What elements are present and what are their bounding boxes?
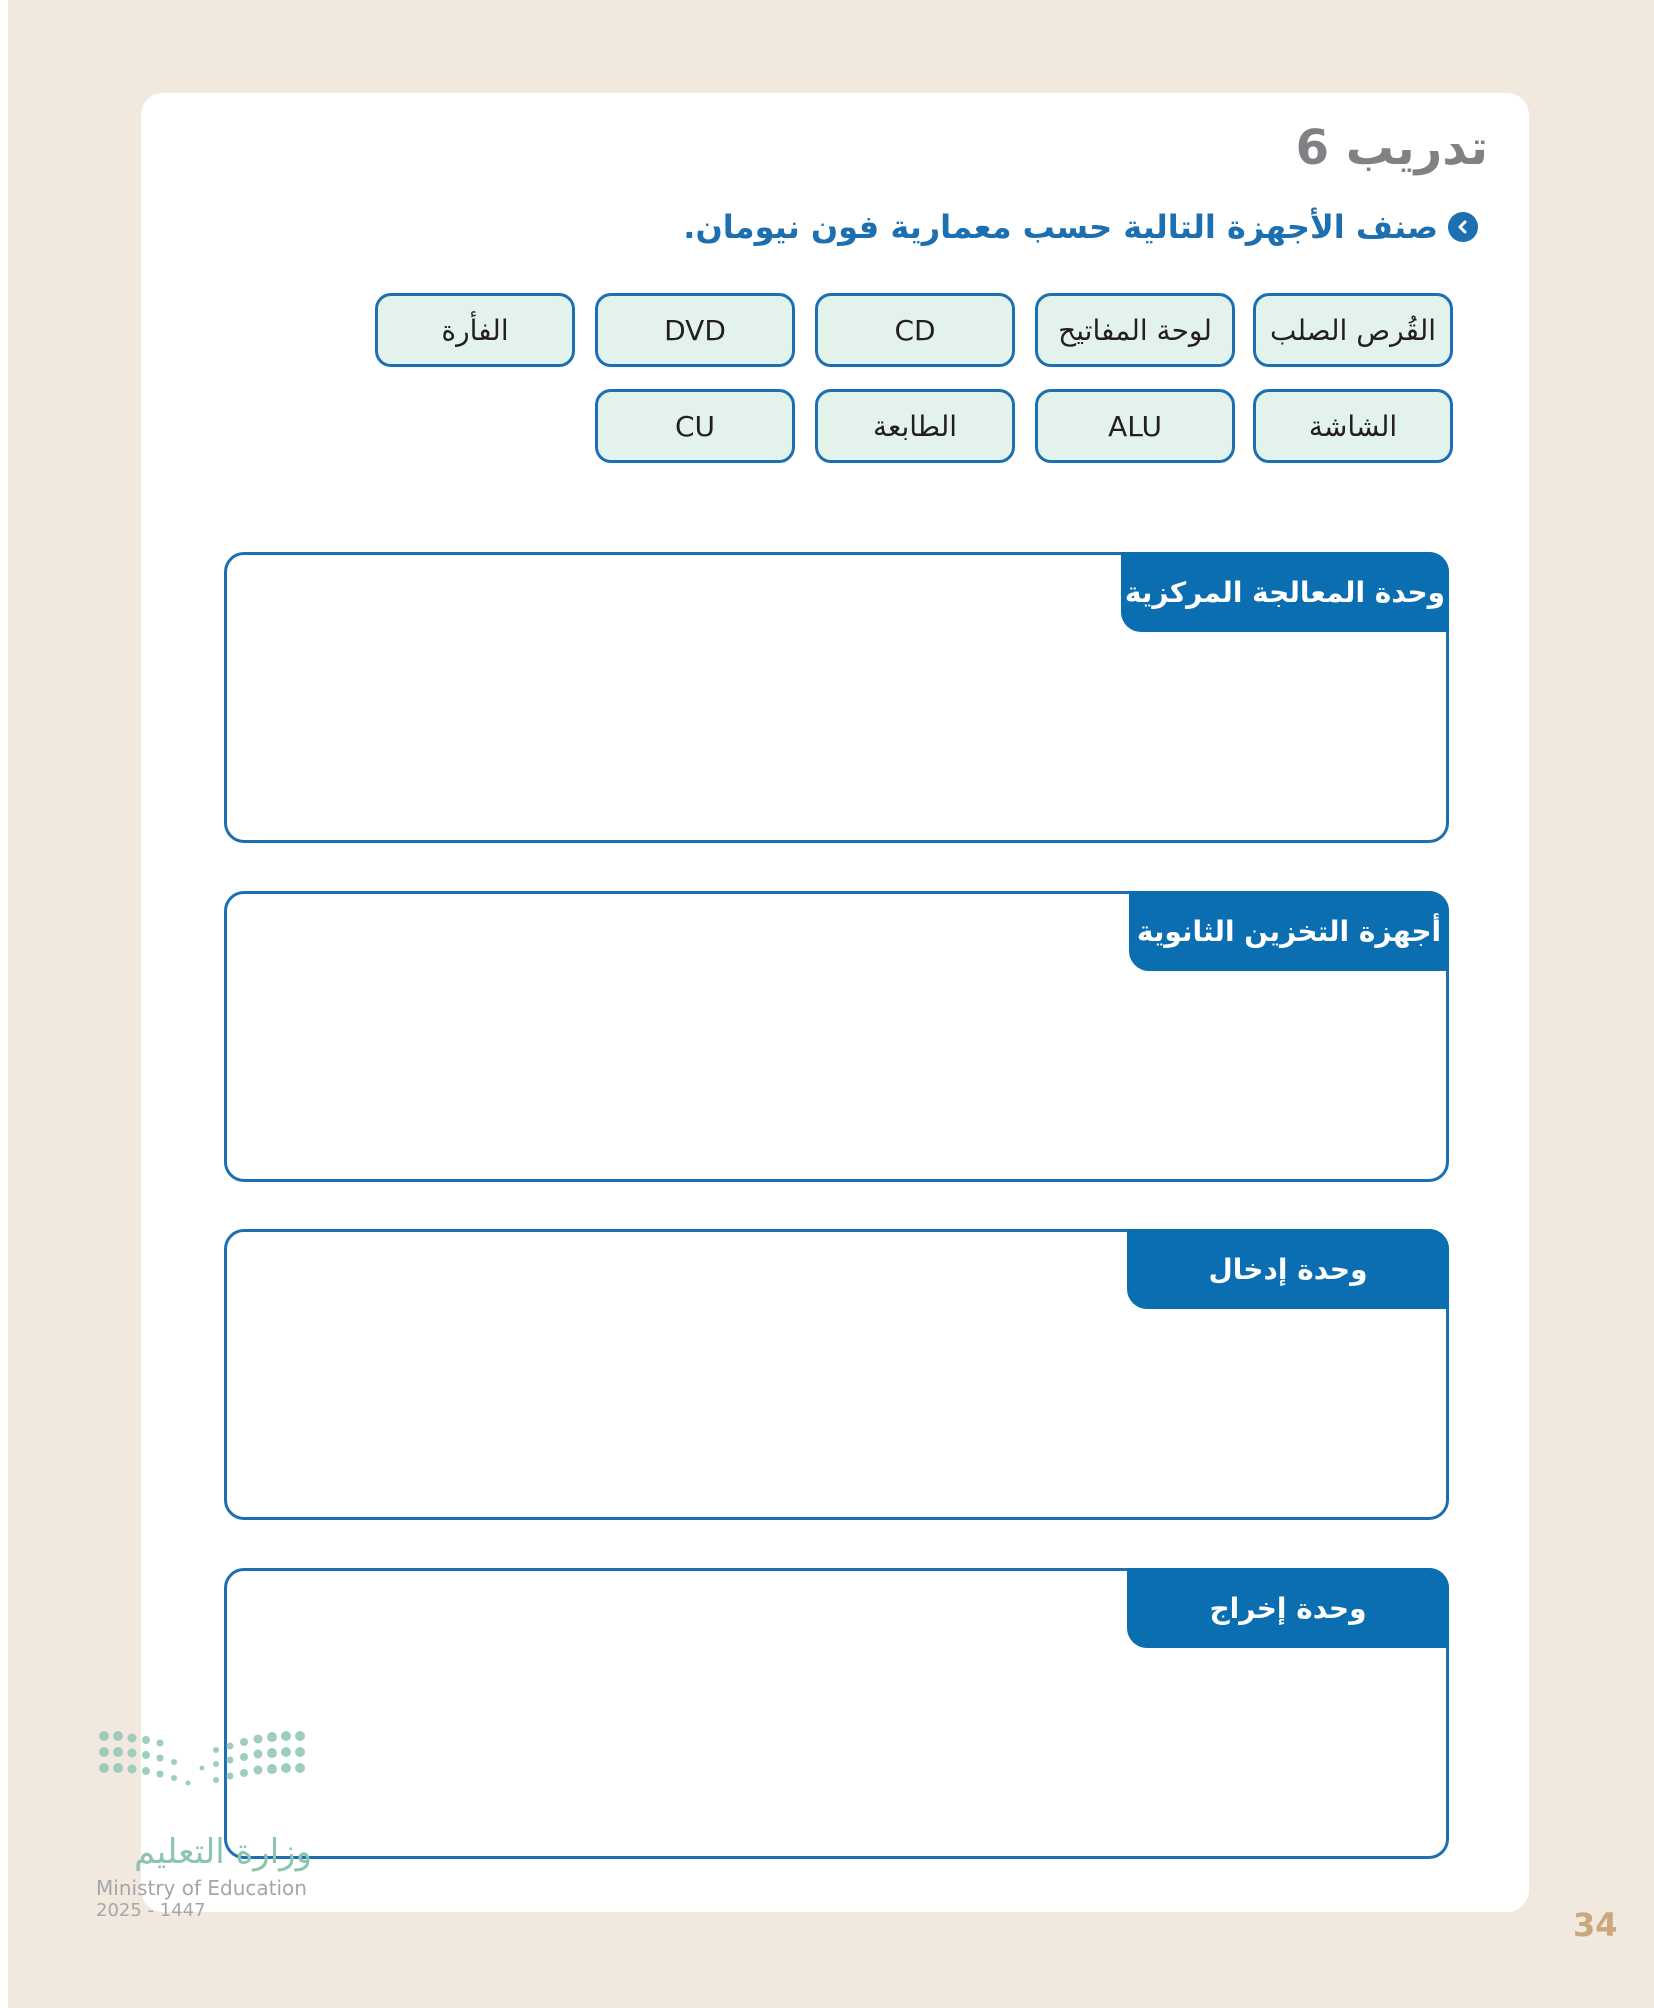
device-chip-mouse[interactable]: الفأرة	[375, 293, 575, 367]
category-box-output-unit[interactable]	[224, 1568, 1449, 1859]
device-chip-printer[interactable]: الطابعة	[815, 389, 1015, 463]
logo-english-text: Ministry of Education	[96, 1876, 307, 1900]
device-chip-keyboard[interactable]: لوحة المفاتيح	[1035, 293, 1235, 367]
device-chip-hard-disk[interactable]: القُرص الصلب	[1253, 293, 1453, 367]
dot-pattern-logo-icon	[96, 1728, 316, 1798]
category-header-input-unit: وحدة إدخال	[1127, 1229, 1449, 1309]
instruction-line	[683, 208, 1478, 246]
category-box-input-unit[interactable]	[224, 1229, 1449, 1520]
chevron-circle-left-icon	[1448, 212, 1478, 242]
category-header-output-unit: وحدة إخراج	[1127, 1568, 1449, 1648]
category-box-cpu[interactable]	[224, 552, 1449, 843]
device-chip-cu[interactable]: CU	[595, 389, 795, 463]
page-edge-strip	[0, 0, 8, 2008]
device-chip-cd[interactable]: CD	[815, 293, 1015, 367]
device-chip-screen[interactable]: الشاشة	[1253, 389, 1453, 463]
page-number: 34	[1573, 1906, 1618, 1944]
device-chip-alu[interactable]: ALU	[1035, 389, 1235, 463]
device-chip-dvd[interactable]: DVD	[595, 293, 795, 367]
logo-year-text: 2025 - 1447	[96, 1900, 206, 1921]
exercise-title: تدريب 6	[1295, 120, 1488, 176]
category-box-secondary-storage[interactable]	[224, 891, 1449, 1182]
instruction-text: صنف الأجهزة التالية حسب معمارية فون نيومان.	[683, 208, 1438, 246]
category-header-cpu: وحدة المعالجة المركزية	[1121, 552, 1449, 632]
logo-arabic-text: وزارة التعليم	[134, 1832, 312, 1872]
ministry-logo	[96, 1728, 336, 1921]
category-header-secondary-storage: أجهزة التخزين الثانوية	[1129, 891, 1449, 971]
